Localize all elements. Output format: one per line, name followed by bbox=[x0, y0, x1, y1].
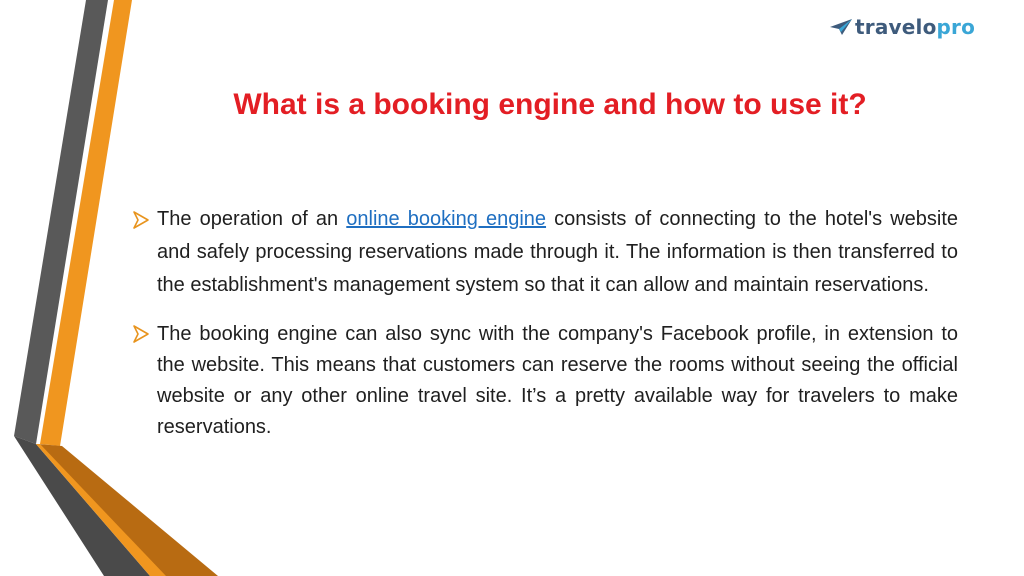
bullet-arrow-icon bbox=[131, 324, 151, 344]
logo-wordmark: travelopro bbox=[855, 15, 976, 39]
online-booking-engine-link[interactable]: online booking engine bbox=[346, 208, 547, 230]
slide-title: What is a booking engine and how to use it? bbox=[233, 88, 867, 121]
travelopro-logo bbox=[830, 14, 975, 40]
bullet-arrow-icon bbox=[131, 210, 151, 230]
bullet-text-lead: The operation of an bbox=[157, 208, 347, 230]
bullet-item bbox=[131, 319, 958, 443]
bullet-text-rest: consists of connecting to the hotel's website and safely processing reservations made through it. The information is then transferred to the establishment's management system so that it can allow and maintain reservations. bbox=[157, 208, 959, 296]
bullet-list bbox=[131, 203, 958, 443]
bullet-item bbox=[131, 203, 958, 302]
bullet-text: The booking engine can also sync with the company's Facebook profile, in extension to the website. This means that customers can reserve the rooms without seeing the official website or any other online travel site. It’s a pretty available way for travelers to make reservations. bbox=[157, 323, 958, 438]
paper-plane-icon bbox=[830, 17, 852, 37]
